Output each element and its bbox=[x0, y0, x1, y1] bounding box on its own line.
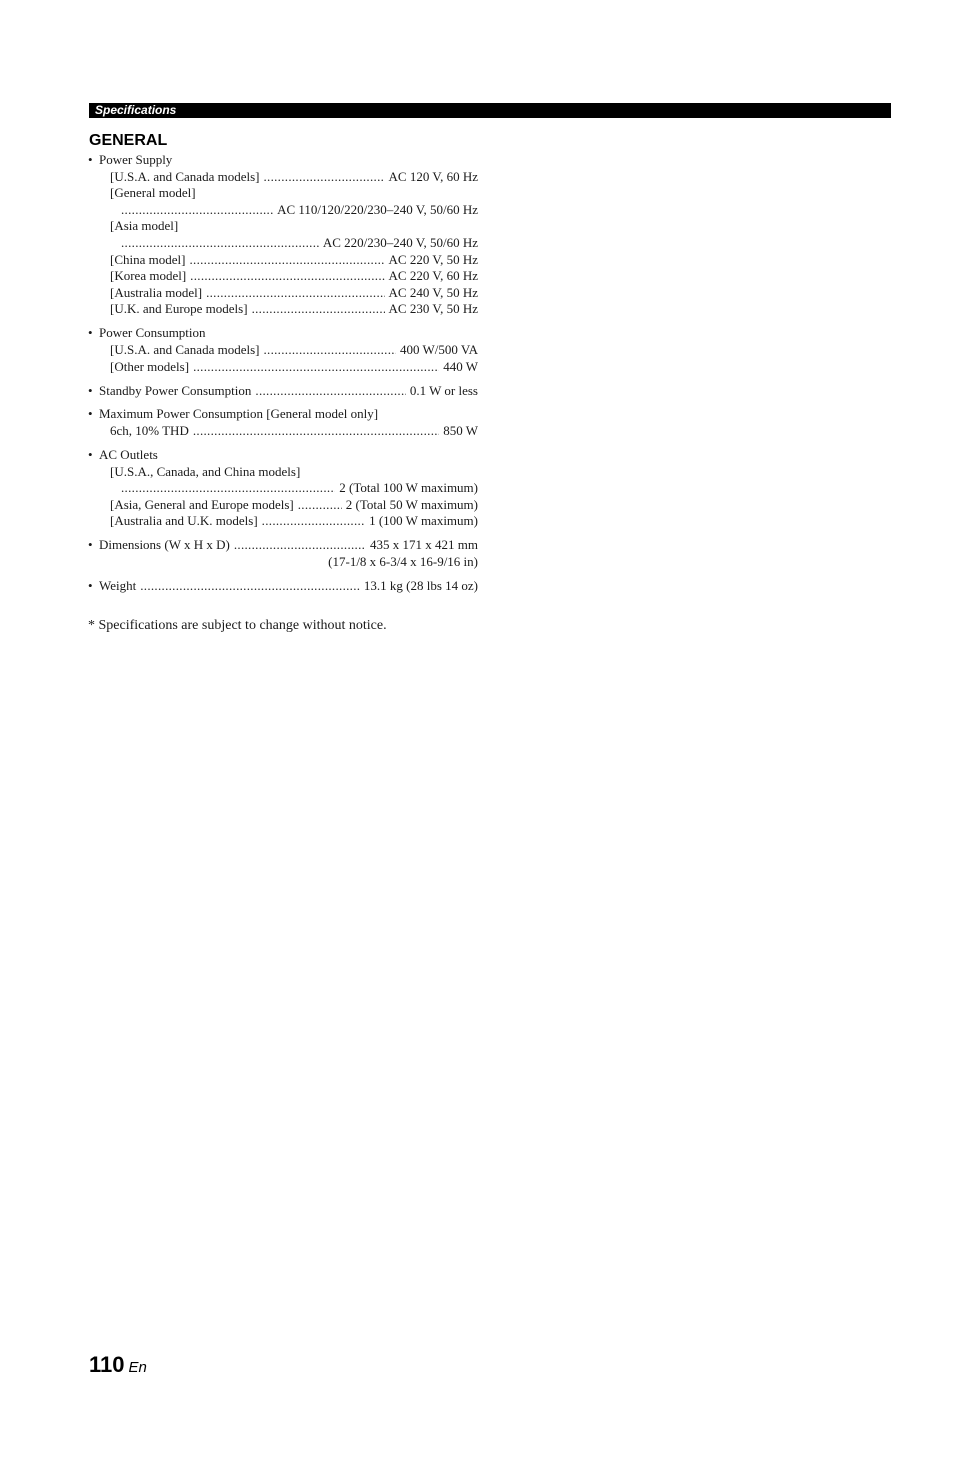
page-language: En bbox=[128, 1359, 147, 1376]
spec-title: AC Outlets bbox=[99, 447, 158, 463]
spec-row-value: AC 120 V, 60 Hz bbox=[388, 168, 478, 184]
leader-dots bbox=[263, 169, 384, 186]
leader-dots bbox=[206, 285, 384, 302]
leader-dots bbox=[189, 252, 384, 269]
spec-row-label: [Other models] bbox=[110, 358, 190, 374]
spec-item-max-power bbox=[88, 406, 478, 439]
section-header-label: Specifications bbox=[95, 103, 177, 117]
spec-row-value: 0.1 W or less bbox=[409, 382, 478, 398]
spec-row-value: AC 220 V, 60 Hz bbox=[388, 268, 478, 284]
spec-row bbox=[88, 169, 478, 186]
spec-row bbox=[88, 383, 478, 400]
spec-title: Power Supply bbox=[99, 152, 173, 167]
spec-row-value: 1 (100 W maximum) bbox=[369, 513, 478, 529]
spec-row bbox=[88, 423, 478, 440]
spec-row bbox=[88, 301, 478, 318]
page-number-value: 110 bbox=[89, 1352, 125, 1377]
leader-dots bbox=[121, 480, 335, 497]
spec-row bbox=[88, 578, 478, 595]
bullet: • bbox=[88, 406, 93, 422]
specifications-list bbox=[88, 152, 478, 602]
leader-dots bbox=[263, 342, 396, 359]
leader-dots bbox=[121, 202, 273, 219]
bullet: • bbox=[88, 537, 93, 553]
leader-dots bbox=[234, 537, 366, 554]
spec-row-value: 2 (Total 100 W maximum) bbox=[339, 480, 478, 496]
bullet: • bbox=[88, 325, 93, 341]
spec-row-label: [Australia model] bbox=[110, 284, 203, 300]
leader-dots bbox=[190, 268, 384, 285]
spec-row-label: [Australia and U.K. models] bbox=[110, 513, 258, 529]
spec-row bbox=[88, 268, 478, 285]
spec-row-value: AC 240 V, 50 Hz bbox=[388, 284, 478, 300]
spec-row bbox=[88, 497, 478, 514]
spec-row-value: 2 (Total 50 W maximum) bbox=[345, 496, 478, 512]
spec-title: Weight bbox=[99, 578, 137, 593]
leader-dots bbox=[121, 235, 319, 252]
spec-row-value: 13.1 kg (28 lbs 14 oz) bbox=[363, 578, 478, 593]
spec-title: Dimensions (W x H x D) bbox=[99, 537, 230, 553]
spec-row bbox=[88, 554, 478, 571]
leader-dots bbox=[193, 359, 439, 376]
spec-row-label: [Asia, General and Europe models] bbox=[110, 496, 294, 512]
spec-row-label: [U.K. and Europe models] bbox=[110, 301, 248, 317]
spec-item-power-supply bbox=[88, 152, 478, 318]
spec-row-value: 400 W/500 VA bbox=[399, 341, 478, 357]
spec-row bbox=[88, 480, 478, 497]
spec-row bbox=[88, 202, 478, 219]
spec-item-power-consumption bbox=[88, 325, 478, 375]
spec-row-value: AC 110/120/220/230–240 V, 50/60 Hz bbox=[277, 201, 478, 217]
leader-dots bbox=[140, 578, 360, 595]
bullet: • bbox=[88, 382, 93, 398]
spec-row-label: [General model] bbox=[110, 185, 196, 201]
spec-row-label: [U.S.A. and Canada models] bbox=[110, 168, 260, 184]
spec-row-value: AC 220/230–240 V, 50/60 Hz bbox=[322, 234, 478, 250]
spec-row-label: [Korea model] bbox=[110, 268, 187, 284]
spec-row-value: (17-1/8 x 6-3/4 x 16-9/16 in) bbox=[328, 554, 478, 570]
spec-row bbox=[88, 285, 478, 302]
spec-row bbox=[88, 359, 478, 376]
leader-dots bbox=[252, 301, 385, 318]
spec-row-value: AC 220 V, 50 Hz bbox=[388, 251, 478, 267]
leader-dots bbox=[298, 497, 342, 514]
spec-row-value: 435 x 171 x 421 mm bbox=[370, 537, 478, 553]
spec-row-label: [China model] bbox=[110, 251, 186, 267]
spec-row-label: 6ch, 10% THD bbox=[110, 423, 189, 439]
spec-row-label: [U.S.A. and Canada models] bbox=[110, 341, 260, 357]
spec-row-label: [Asia model] bbox=[110, 218, 179, 234]
spec-item-weight bbox=[88, 578, 478, 595]
spec-row bbox=[88, 252, 478, 269]
spec-row bbox=[88, 537, 478, 554]
page-number bbox=[89, 1352, 147, 1378]
spec-row bbox=[88, 464, 478, 481]
spec-item-dimensions bbox=[88, 537, 478, 570]
spec-row bbox=[88, 218, 478, 235]
bullet: • bbox=[88, 447, 93, 463]
section-title: GENERAL bbox=[89, 132, 168, 149]
spec-title: Maximum Power Consumption [General model only] bbox=[99, 406, 379, 422]
spec-title: Power Consumption bbox=[99, 325, 206, 341]
spec-title: Standby Power Consumption bbox=[99, 382, 252, 398]
spec-row bbox=[88, 185, 478, 202]
section-header-bar bbox=[89, 103, 891, 118]
spec-row bbox=[88, 513, 478, 530]
leader-dots bbox=[255, 383, 405, 400]
spec-row-value: 440 W bbox=[443, 358, 478, 374]
leader-dots bbox=[193, 423, 439, 440]
spec-row-value: AC 230 V, 50 Hz bbox=[388, 301, 478, 317]
spec-row bbox=[88, 235, 478, 252]
spec-row-value: 850 W bbox=[443, 423, 478, 439]
bullet: • bbox=[88, 578, 93, 593]
footnote: * Specifications are subject to change without notice. bbox=[88, 618, 387, 633]
bullet: • bbox=[88, 152, 93, 167]
spec-row bbox=[88, 342, 478, 359]
spec-item-standby-power bbox=[88, 383, 478, 400]
spec-item-ac-outlets bbox=[88, 447, 478, 530]
spec-row-label: [U.S.A., Canada, and China models] bbox=[110, 463, 301, 479]
leader-dots bbox=[262, 513, 365, 530]
